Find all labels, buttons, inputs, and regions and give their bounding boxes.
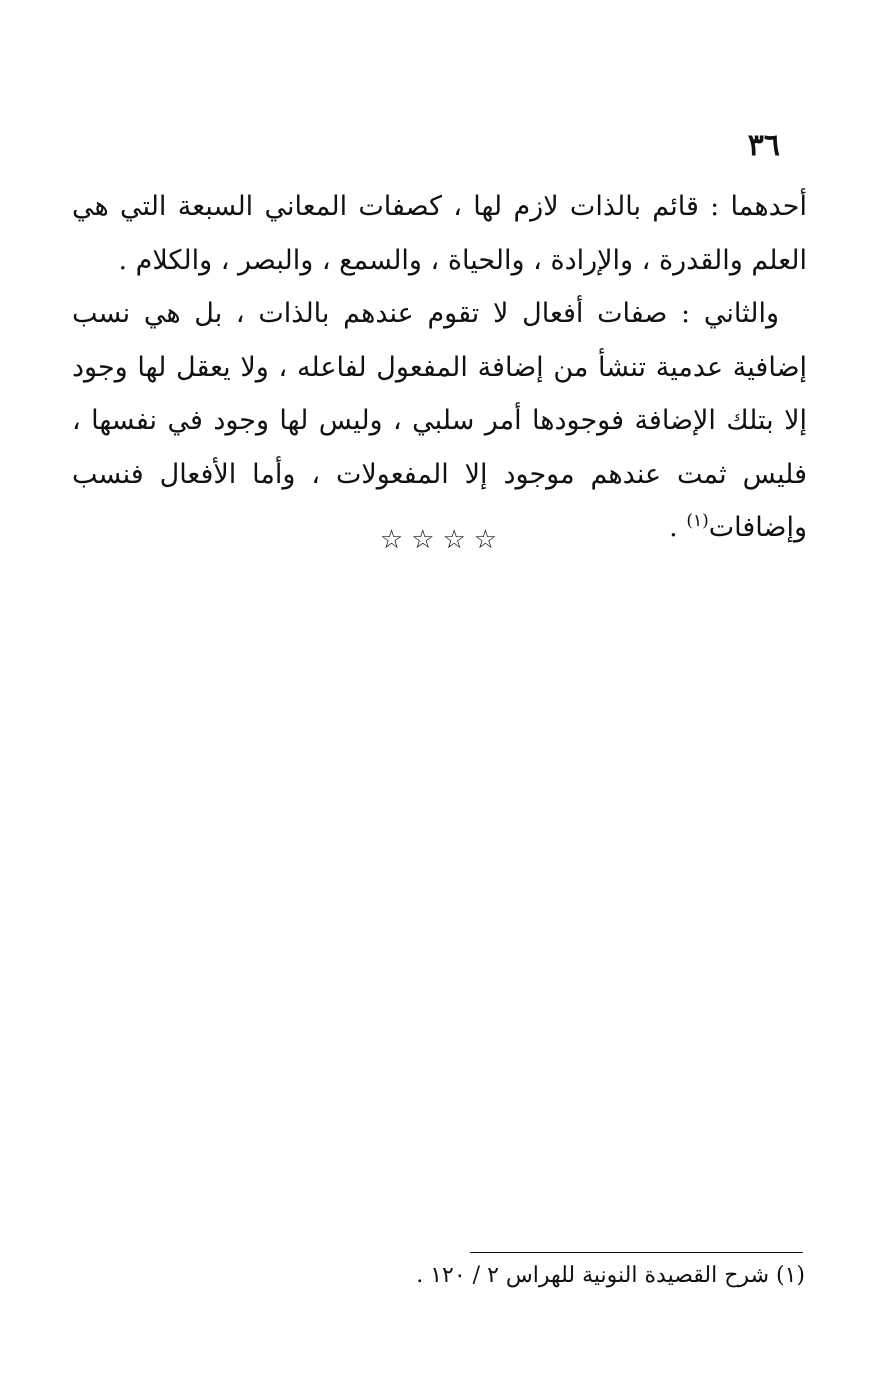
footnote-divider	[470, 1252, 803, 1253]
paragraph-1	[72, 180, 807, 287]
paragraph-2-text: والثاني : صفات أفعال لا تقوم عندهم بالذات ، بل هي نسب إضافية عدمية تنشأ من إضافة المفعول لفاعله ، ولا يعقل لها وجود إلا بتلك الإضافة فوجودها أمر سلبي ، وليس لها وجود في نفسها ، فليس ثمت عندهم موجود إلا المفعولات ، وأما الأفعال فنسب وإضافات	[72, 298, 807, 543]
section-separator-stars: ☆☆☆☆	[379, 525, 506, 555]
footnote-reference: (١)	[686, 511, 709, 531]
footnote: (١) شرح القصيدة النونية للهراس ٢ / ١٢٠ .	[416, 1263, 805, 1288]
paragraph-2	[72, 287, 807, 555]
paragraph-2-tail: .	[669, 512, 687, 543]
page-number: ٣٦	[747, 128, 780, 163]
paragraph-1-text: أحدهما : قائم بالذات لازم لها ، كصفات المعاني السبعة التي هي العلم والقدرة ، والإرادة ، والحياة ، والسمع ، والبصر ، والكلام .	[72, 191, 807, 276]
body-text	[72, 180, 807, 555]
